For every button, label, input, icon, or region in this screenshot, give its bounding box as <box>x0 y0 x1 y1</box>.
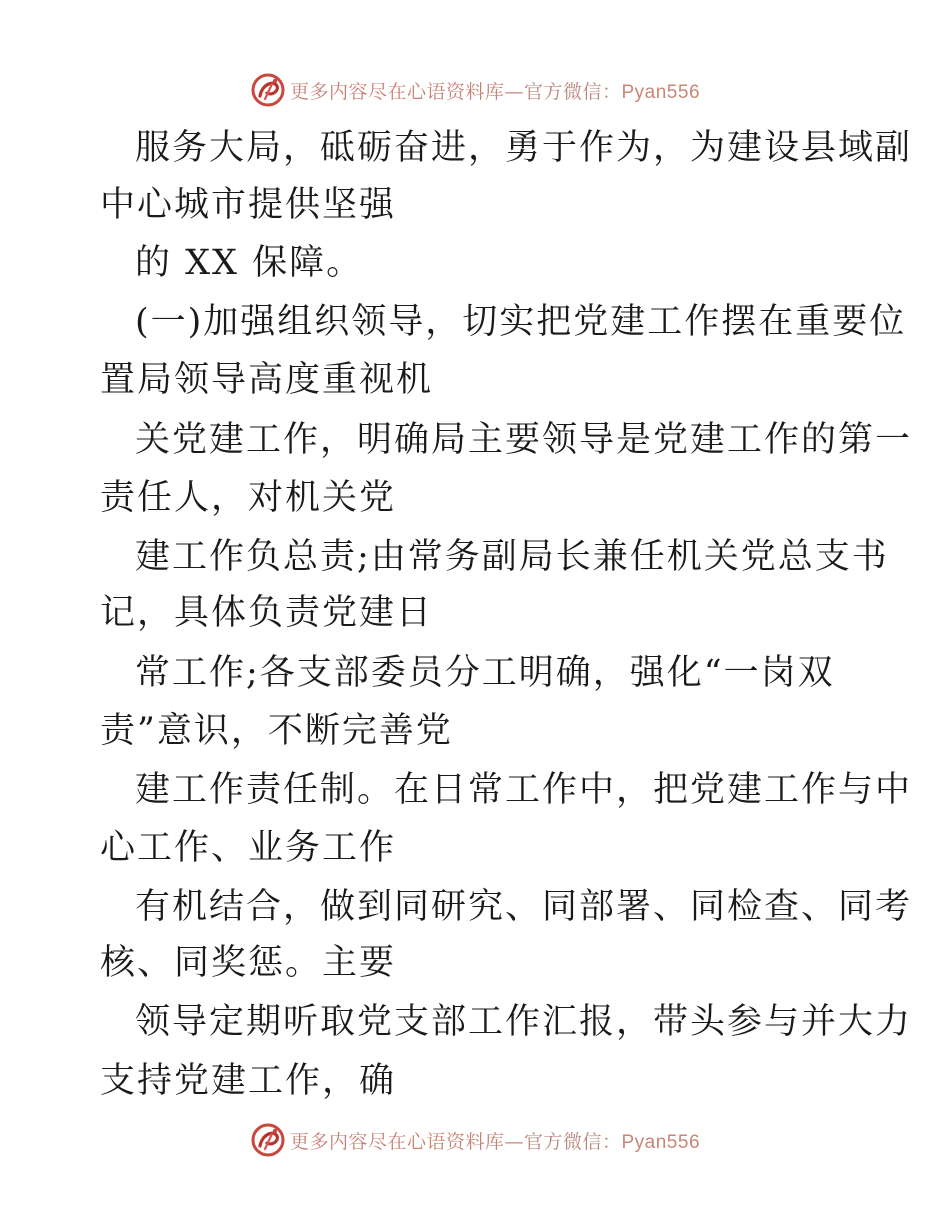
watermark-wechat-id: Pyan556 <box>621 81 701 103</box>
watermark-text <box>290 1127 700 1154</box>
watermark-main-text: 更多内容尽在心语资料库 <box>289 1130 505 1153</box>
text-line: 核、同奖惩。主要 <box>100 943 397 983</box>
text-line: 责任人，对机关党 <box>100 478 397 518</box>
text-line: 心工作、业务工作 <box>100 828 397 868</box>
text-line: 常工作;各支部委员分工明确，强化“一岗双 <box>135 653 835 693</box>
text-line: 关党建工作，明确局主要领导是党建工作的第一 <box>135 420 913 460</box>
text-line: 建工作负总责;由常务副局长兼任机关党总支书 <box>135 537 889 577</box>
watermark-banner-top <box>0 68 950 112</box>
watermark-wechat-label: 官方微信： <box>523 80 622 103</box>
watermark-separator: — <box>504 1130 524 1153</box>
text-line: 置局领导高度重视机 <box>100 360 434 400</box>
text-line: 建工作责任制。在日常工作中，把党建工作与中 <box>135 770 913 810</box>
text-line: 中心城市提供坚强 <box>100 185 397 225</box>
text-line: 责”意识，不断完善党 <box>100 711 453 751</box>
text-line: 记，具体负责党建日 <box>100 593 434 633</box>
watermark-main-text: 更多内容尽在心语资料库 <box>289 80 505 103</box>
text-line: 的 XX 保障。 <box>135 243 364 283</box>
watermark-wechat-id: Pyan556 <box>621 1131 701 1153</box>
text-line: 支持党建工作，确 <box>100 1061 397 1101</box>
red-swirl-logo-icon <box>250 1122 286 1158</box>
text-line: 服务大局，砥砺奋进，勇于作为，为建设县域副 <box>135 128 913 168</box>
watermark-banner-bottom <box>0 1118 950 1162</box>
red-swirl-logo-icon <box>250 72 286 108</box>
text-line: 领导定期听取党支部工作汇报，带头参与并大力 <box>135 1002 913 1042</box>
text-line: (一)加强组织领导，切实把党建工作摆在重要位 <box>135 302 907 342</box>
text-line: 有机结合，做到同研究、同部署、同检查、同考 <box>135 887 913 927</box>
watermark-text <box>290 77 700 104</box>
watermark-wechat-label: 官方微信： <box>523 1130 622 1153</box>
watermark-separator: — <box>504 80 524 103</box>
